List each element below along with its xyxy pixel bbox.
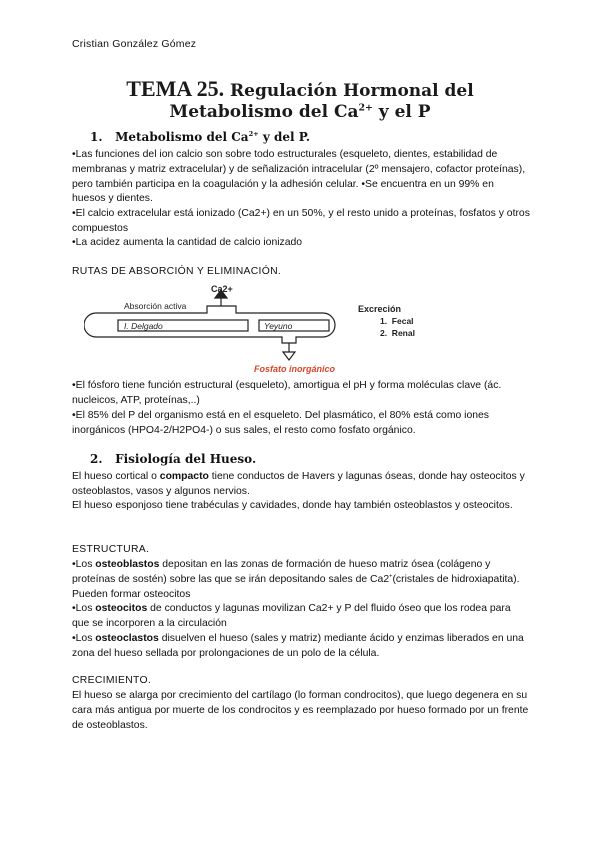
title-line2-sup: 2+ xyxy=(358,102,373,114)
e1-a: •Los xyxy=(72,559,96,570)
ca-label: Ca2+ xyxy=(211,284,233,294)
e2-a: •Los xyxy=(72,603,96,614)
section2-paragraph-2: El hueso esponjoso tiene trabéculas y cavidades, donde hay también osteoblastos y osteocitos. xyxy=(72,500,513,511)
s2p1-a: El hueso cortical o xyxy=(72,471,160,482)
e1-b: depositan en las zonas de formación de hueso matriz ósea (colágeno y proteínas de sostén) sobre las que se irán depositando sales de Ca2 xyxy=(72,559,491,585)
crecimiento-paragraph: El hueso se alarga por crecimiento del cartílago (lo forman condrocitos), que luego degenera en su cara más antigua por muerte de los condrocitos y es reemplazado por hueso formado por un frente de osteoblastos. xyxy=(72,690,529,731)
yeyuno-label: Yeyuno xyxy=(264,321,293,331)
section2-number: 2. xyxy=(90,452,103,466)
s2p1-b: tiene conductos de Havers y lagunas óseas, donde hay osteocitos y osteoblastos, vasos y algunos nervios. xyxy=(72,471,525,497)
e3-bold: osteoclastos xyxy=(95,633,159,644)
estructura-item-1 xyxy=(72,558,530,602)
phosphate-label: Fosfato inorgánico xyxy=(254,364,335,374)
author-name: Cristian González Gómez xyxy=(72,38,197,50)
section1-paragraph-1: •Las funciones del ion calcio son sobre todo estructurales (esqueleto, dientes, estabilidad de membranas y matriz extracelular) y de señalización intracelular (2º mensajero, cofactor proteínas), pero también participa en la coagulación y la adhesión celular. •Se encuentra en un 99% en huesos y dientes. xyxy=(72,149,526,205)
routes-title: RUTAS DE ABSORCIÓN Y ELIMINACIÓN. xyxy=(72,266,282,277)
section1-heading-sup: 2+ xyxy=(248,130,259,138)
e1-bold: osteoblastos xyxy=(95,559,160,570)
e3-a: •Los xyxy=(72,633,96,644)
title-line2-b: y el P xyxy=(372,102,431,122)
delgado-label: I. Delgado xyxy=(124,321,163,331)
section1-paragraph-4: •El fósforo tiene función estructural (esqueleto), amortigua el pH y forma moléculas clave (ác. nucleicos, ATP, proteínas,..) xyxy=(72,380,502,406)
estructura-title: ESTRUCTURA. xyxy=(72,544,150,555)
crecimiento-title: CRECIMIENTO. xyxy=(72,675,152,686)
section1-heading-b: y del P. xyxy=(258,130,310,144)
title-line1-rest: Regulación Hormonal del xyxy=(224,81,474,101)
excretion-title: Excreción xyxy=(358,304,402,314)
section1-paragraph-3: •La acidez aumenta la cantidad de calcio ionizado xyxy=(72,237,303,248)
section1-paragraph-2: •El calcio extracelular está ionizado (Ca2+) en un 50%, y el resto unido a proteínas, fosfatos y otros compuestos xyxy=(72,208,530,234)
section1-heading xyxy=(90,130,310,144)
tema-number: TEMA 25. xyxy=(126,76,225,101)
e2-bold: osteocitos xyxy=(95,603,148,614)
section2-heading-text: Fisiología del Hueso. xyxy=(115,452,257,466)
s2p1-bold: compacto xyxy=(159,471,209,482)
estructura-item-2 xyxy=(72,602,530,632)
page-title-line-1 xyxy=(0,76,600,102)
e3-b: disuelven el hueso (sales y matriz) mediante ácido y enzimas liberados en una zona del hueso sellada por prolongaciones de un polo de la célula. xyxy=(72,633,524,659)
page-title-line-2 xyxy=(0,102,600,122)
absorption-diagram xyxy=(84,284,444,376)
estructura-item-3 xyxy=(72,632,530,662)
section2-heading xyxy=(90,452,256,466)
excretion-item-1: 1. Fecal xyxy=(380,316,414,326)
excretion-item-2: 2. Renal xyxy=(380,328,415,338)
title-line2-a: Metabolismo del Ca xyxy=(169,102,359,122)
e1-c: (cristales de hidroxiapatita). Pueden formar osteocitos xyxy=(72,573,520,600)
section2-paragraph-1 xyxy=(72,470,530,500)
e2-b: de conductos y lagunas movilizan Ca2+ y P del fluido óseo que los rodea para que se incorporen a la circulación xyxy=(72,603,511,629)
absorption-label: Absorción activa xyxy=(124,301,187,311)
e1-sup: + xyxy=(389,573,393,580)
section1-heading-a: Metabolismo del Ca xyxy=(115,130,249,144)
section1-paragraph-5: •El 85% del P del organismo está en el esqueleto. Del plasmático, el 80% está como iones inorgánicos (HPO4-2/H2PO4-) o sus sales, el resto como fosfato orgánico. xyxy=(72,410,490,436)
section1-number: 1. xyxy=(90,130,103,144)
